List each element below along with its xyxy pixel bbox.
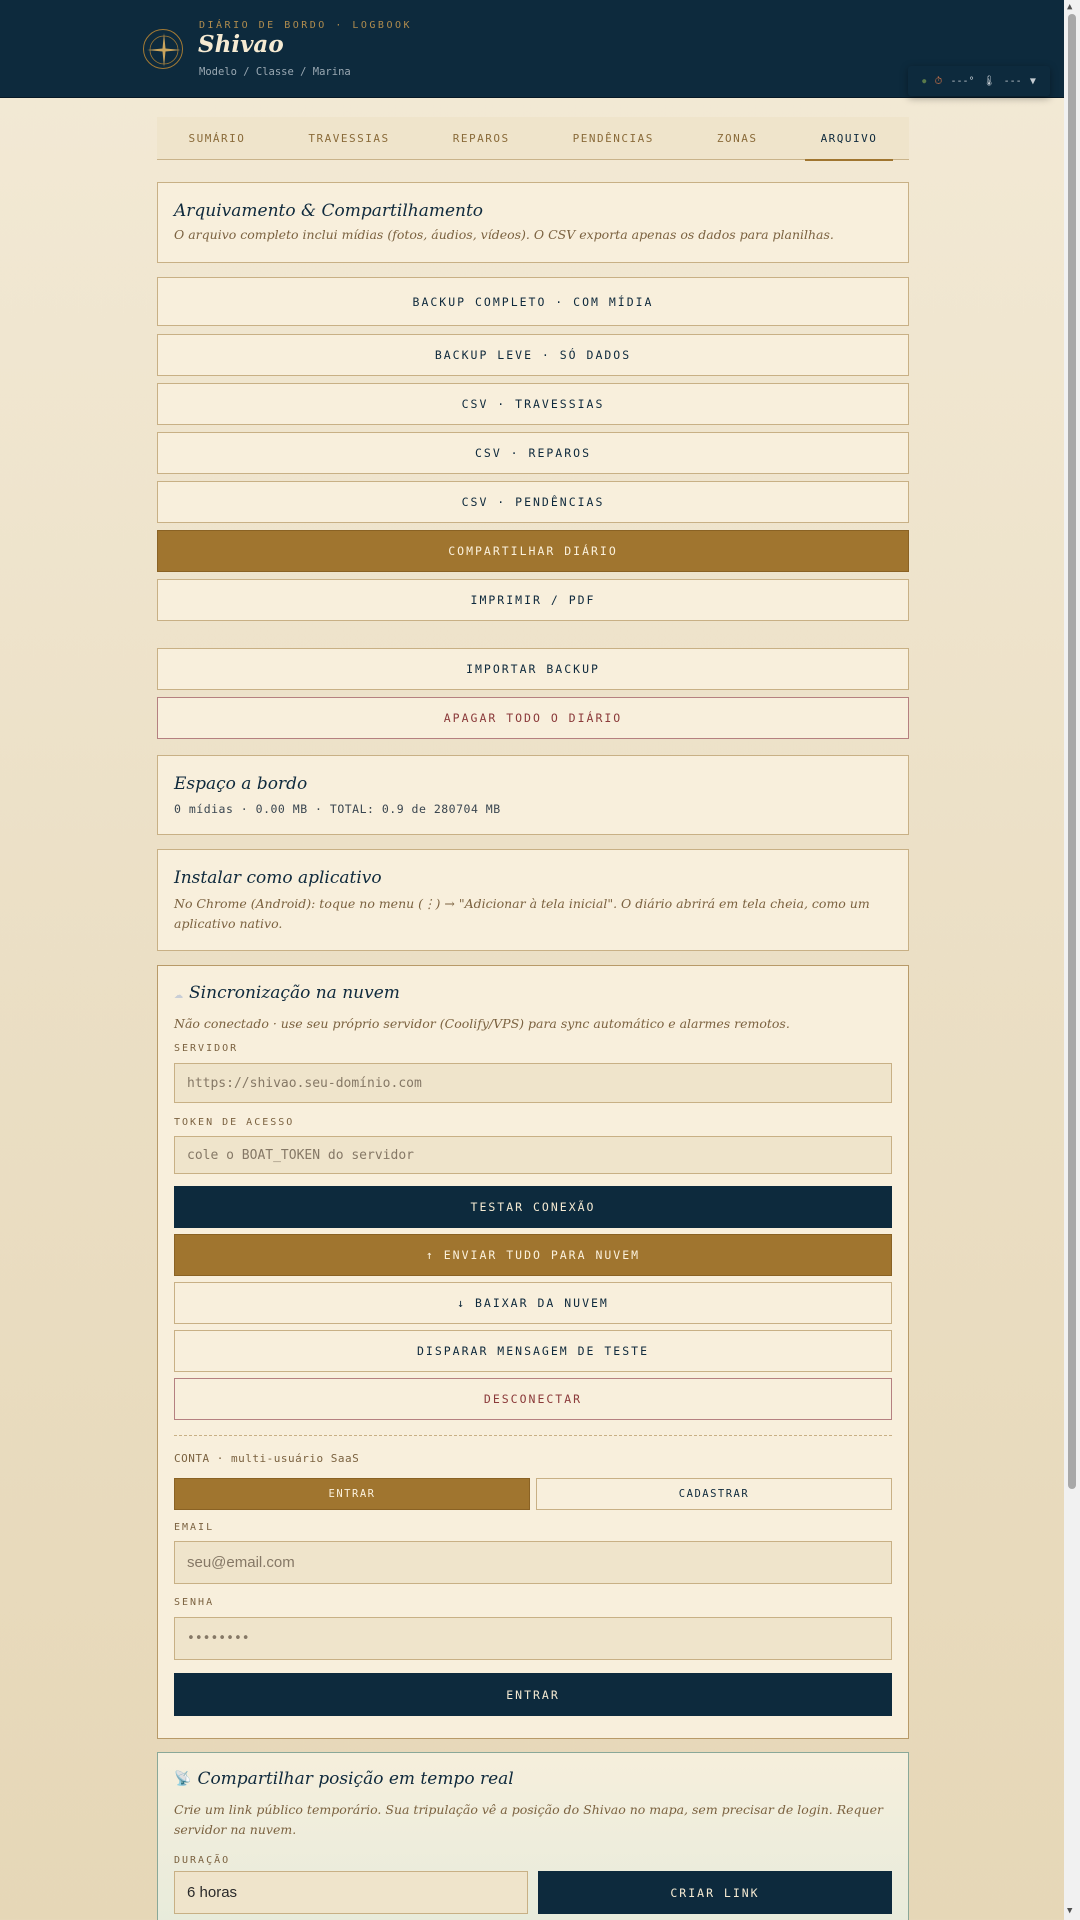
- archive-title: Arquivamento & Compartilhamento: [174, 201, 484, 221]
- delete-all-button[interactable]: APAGAR TODO O DIÁRIO: [157, 697, 909, 739]
- archive-description: O arquivo completo inclui mídias (fotos, áudios, vídeos). O CSV exporta apenas os dados para planilhas.: [174, 227, 834, 242]
- test-connection-button[interactable]: TESTAR CONEXÃO: [174, 1186, 892, 1228]
- sync-status-text: Não conectado · use seu próprio servidor (Coolify/VPS) para sync automático e alarmes remotos.: [174, 1016, 790, 1031]
- csv-trips-button[interactable]: CSV · TRAVESSIAS: [157, 383, 909, 425]
- thermometer-icon: 🌡: [982, 75, 996, 87]
- section-tabs: [157, 117, 909, 160]
- password-field[interactable]: [174, 1617, 892, 1660]
- storage-card: [157, 755, 909, 835]
- cloud-icon: ☁: [174, 984, 184, 1002]
- tab-trips[interactable]: TRAVESSIAS: [308, 131, 390, 145]
- disconnect-button[interactable]: DESCONECTAR: [174, 1378, 892, 1420]
- password-label: SENHA: [174, 1597, 215, 1608]
- import-backup-button[interactable]: IMPORTAR BACKUP: [157, 648, 909, 690]
- account-label: CONTA · multi-usuário SaaS: [174, 1452, 360, 1465]
- print-pdf-button[interactable]: IMPRIMIR / PDF: [157, 579, 909, 621]
- tab-archive[interactable]: ARQUIVO: [805, 117, 894, 160]
- backup-light-button[interactable]: BACKUP LEVE · SÓ DADOS: [157, 334, 909, 376]
- compass-icon: [143, 29, 183, 69]
- csv-repairs-button[interactable]: CSV · REPAROS: [157, 432, 909, 474]
- signup-tab[interactable]: CADASTRAR: [536, 1478, 892, 1510]
- duration-label: DURAÇÃO: [174, 1855, 231, 1866]
- backup-full-button[interactable]: BACKUP COMPLETO · COM MÍDIA: [157, 277, 909, 326]
- install-card: [157, 849, 909, 951]
- email-field[interactable]: [174, 1541, 892, 1584]
- heading-readout: ---°: [950, 75, 975, 87]
- share-logbook-button[interactable]: COMPARTILHAR DIÁRIO: [157, 530, 909, 572]
- storage-title: Espaço a bordo: [174, 774, 308, 794]
- status-widget[interactable]: [908, 66, 1050, 96]
- send-test-message-button[interactable]: DISPARAR MENSAGEM DE TESTE: [174, 1330, 892, 1372]
- login-tab[interactable]: ENTRAR: [174, 1478, 530, 1510]
- sync-card: [157, 965, 909, 1739]
- upload-all-button[interactable]: ↑ ENVIAR TUDO PARA NUVEM: [174, 1234, 892, 1276]
- install-instructions: No Chrome (Android): toque no menu (⋮) → "Adicionar à tela inicial". O diário abrirá em tela cheia, como um aplicativo nativo.: [174, 896, 870, 931]
- scrollbar-thumb[interactable]: [1068, 14, 1076, 1489]
- install-title: Instalar como aplicativo: [174, 868, 382, 888]
- tab-pending[interactable]: PENDÊNCIAS: [572, 131, 654, 145]
- clock-icon: ⏱: [934, 75, 943, 87]
- create-link-button[interactable]: CRIAR LINK: [538, 1871, 892, 1914]
- boat-subtitle: Modelo / Classe / Marina: [199, 66, 351, 78]
- boat-name: Shivao: [198, 31, 284, 58]
- app-header: [0, 0, 1064, 98]
- csv-pending-button[interactable]: CSV · PENDÊNCIAS: [157, 481, 909, 523]
- satellite-icon: 📡: [174, 1771, 192, 1787]
- archive-card: [157, 182, 909, 263]
- app-kicker: DIÁRIO DE BORDO · LOGBOOK: [199, 20, 413, 31]
- scroll-up-icon[interactable]: ▲: [1067, 2, 1073, 12]
- duration-select[interactable]: 6 horas: [174, 1871, 528, 1914]
- server-label: SERVIDOR: [174, 1043, 239, 1054]
- live-position-description: Crie um link público temporário. Sua tripulação vê a posição do Shivao no mapa, sem precisar de login. Requer servidor na nuvem.: [174, 1802, 883, 1837]
- login-submit-button[interactable]: ENTRAR: [174, 1673, 892, 1716]
- storage-usage: 0 mídias · 0.00 MB · TOTAL: 0.9 de 280704 MB: [174, 802, 501, 816]
- tab-zones[interactable]: ZONAS: [716, 131, 758, 145]
- tab-repairs[interactable]: REPAROS: [452, 131, 510, 145]
- connection-dot-icon: ●: [922, 77, 927, 85]
- divider: [174, 1435, 892, 1436]
- scrollbar[interactable]: [1064, 0, 1080, 1920]
- email-label: EMAIL: [174, 1522, 215, 1533]
- server-url-input[interactable]: [174, 1063, 892, 1103]
- download-button[interactable]: ↓ BAIXAR DA NUVEM: [174, 1282, 892, 1324]
- sync-title: Sincronização na nuvem: [189, 983, 400, 1003]
- scroll-down-icon[interactable]: ▼: [1067, 1906, 1073, 1916]
- access-token-input[interactable]: [174, 1136, 892, 1174]
- token-label: TOKEN DE ACESSO: [174, 1117, 295, 1128]
- live-position-title: Compartilhar posição em tempo real: [197, 1769, 514, 1789]
- tab-summary[interactable]: SUMÁRIO: [188, 131, 246, 145]
- chevron-down-icon[interactable]: ▼: [1029, 75, 1036, 87]
- temperature-readout: ---: [1003, 75, 1022, 87]
- live-position-card: [157, 1752, 909, 1920]
